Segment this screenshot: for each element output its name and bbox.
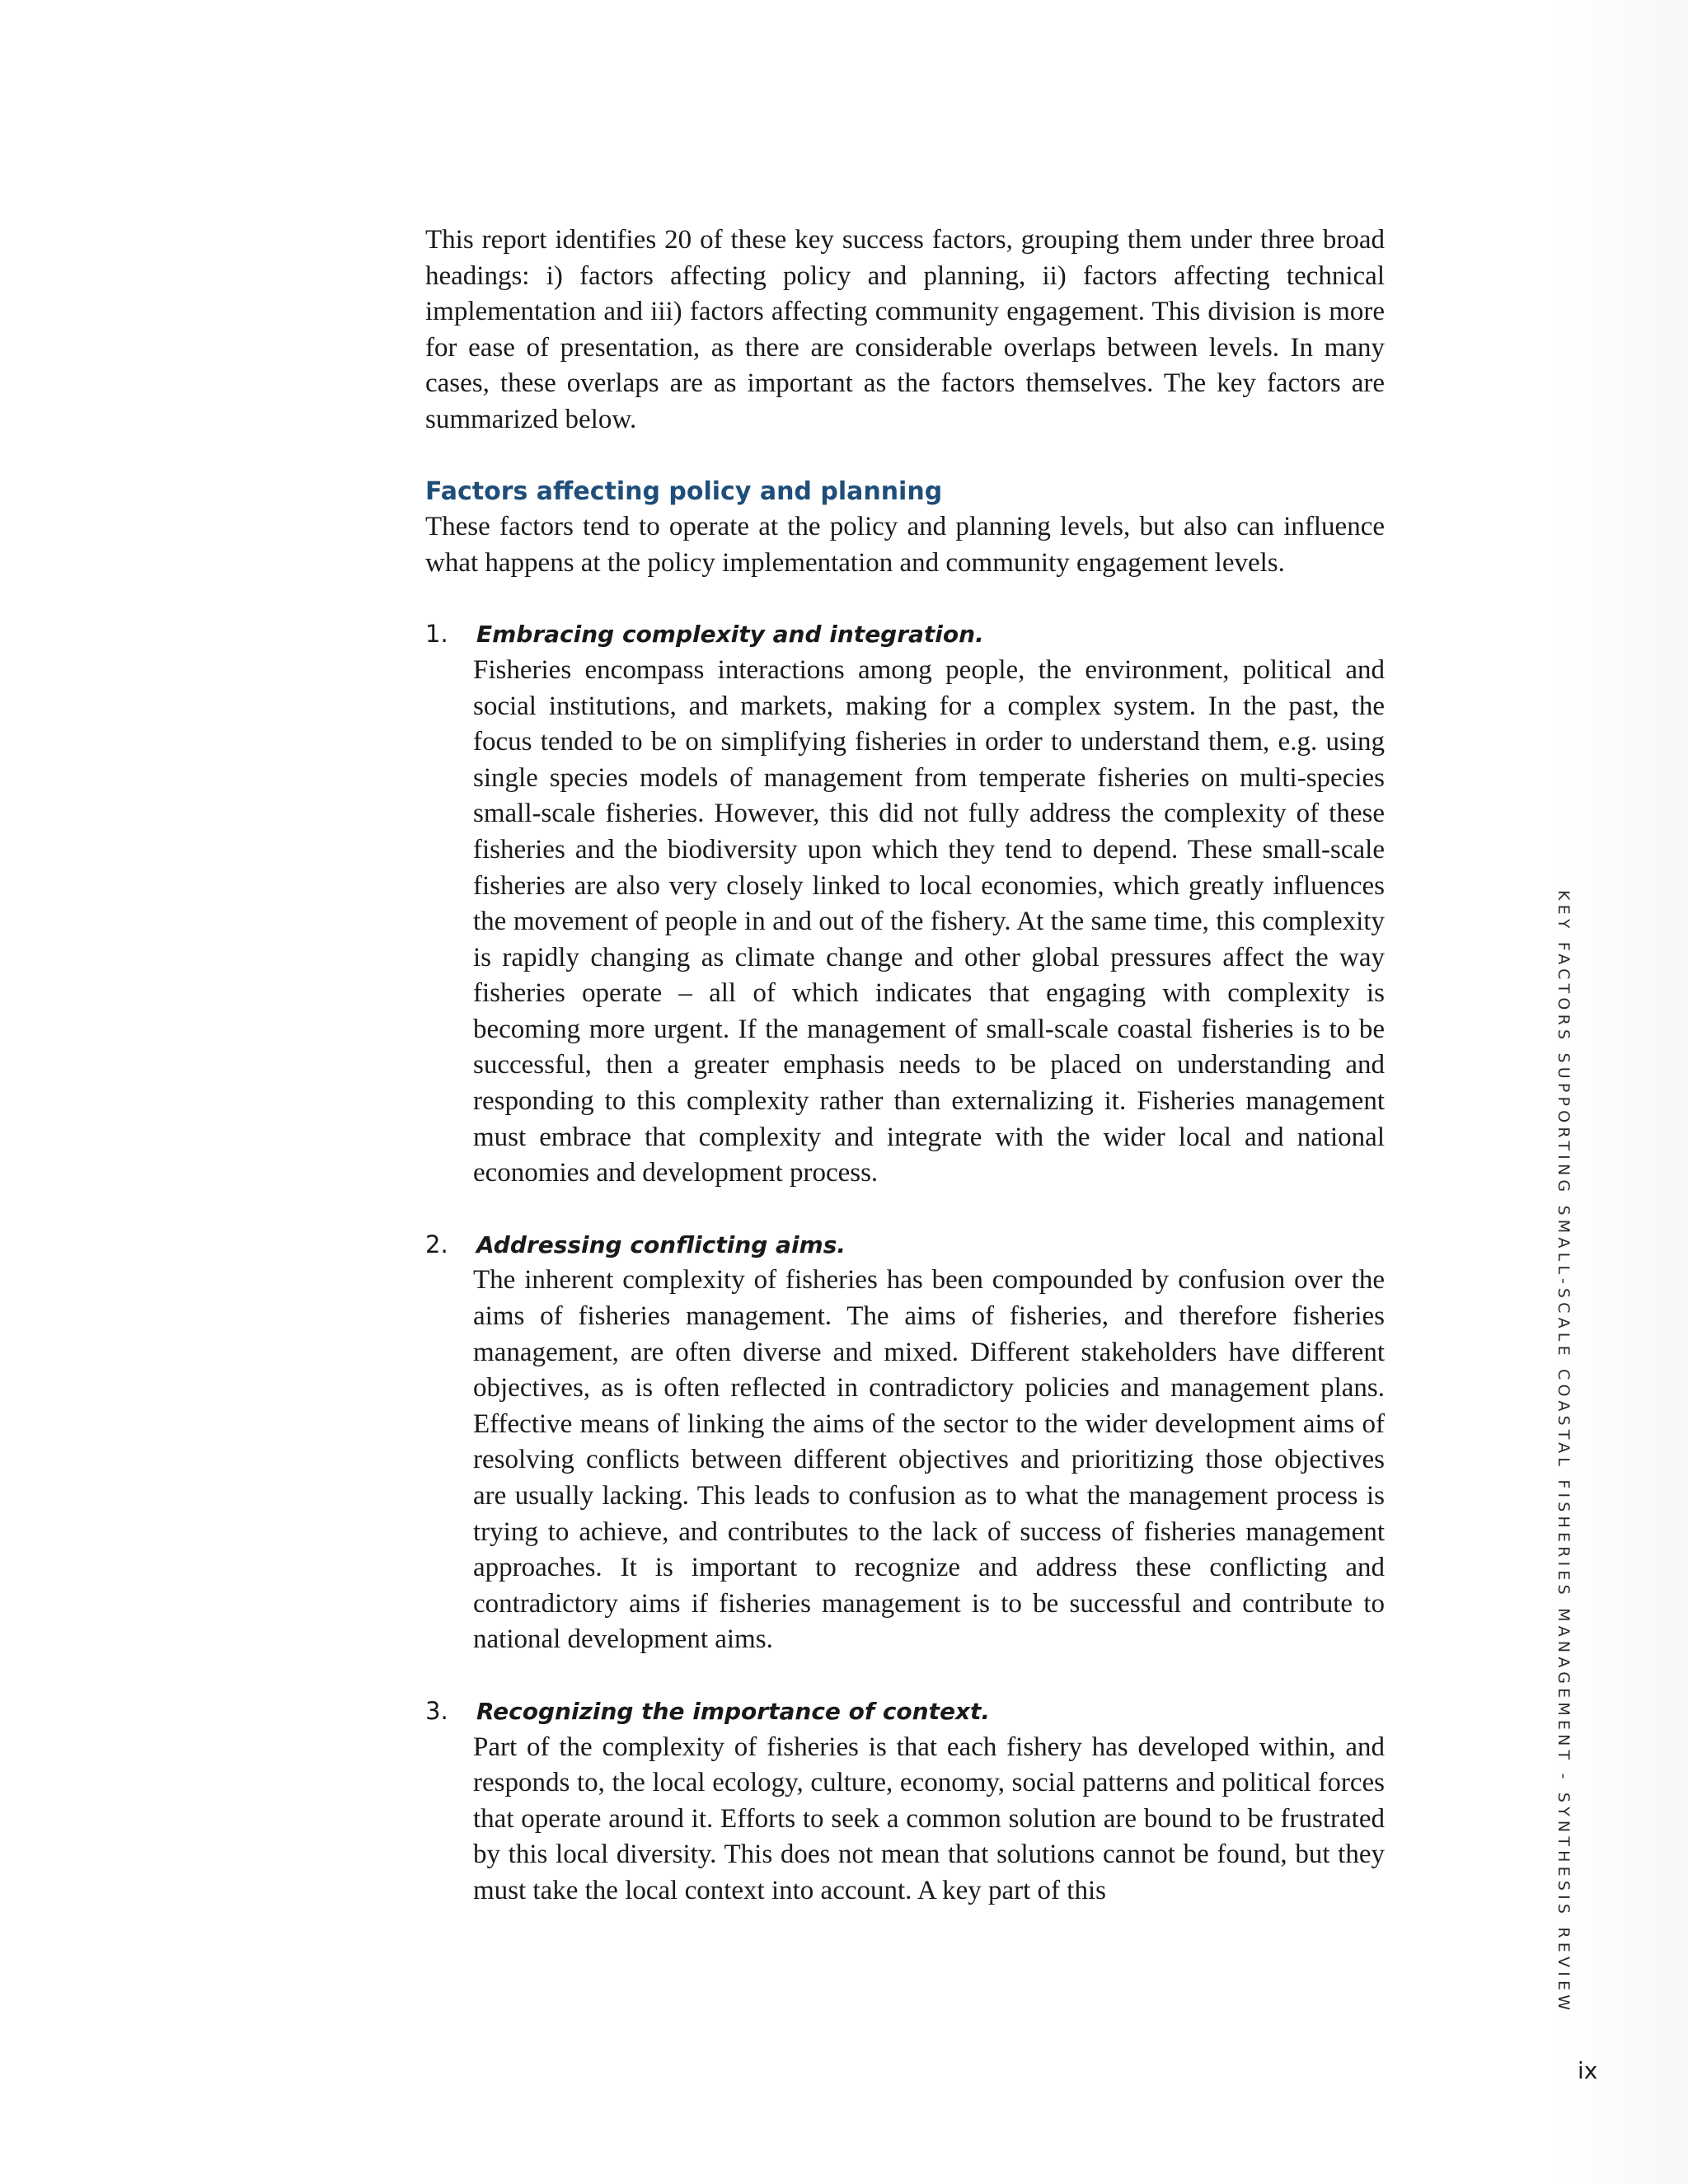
section-intro-paragraph: These factors tend to operate at the policy and planning levels, but also can influence what happens at the policy implementation and community engagement levels. [425,512,1385,578]
running-title: KEY FACTORS SUPPORTING SMALL-SCALE COASTAL FISHERIES MANAGEMENT - SYNTHESIS REVIEW [1554,890,1573,2015]
item-title: Addressing conflicting aims. [476,1230,846,1258]
item-body [473,616,1385,1192]
item-title: Embracing complexity and integration. [476,621,984,649]
list-item [425,616,1385,1192]
intro-paragraph: This report identifies 20 of these key success factors, grouping them under three broad headings: i) factors affecting policy and planning, ii) factors affecting technical implementation and iii) factors affecting community engagement. This division is more for ease of presentation, as there are considerable overlaps between levels. In many cases, these overlaps are as important as the factors themselves. The key factors are summarized below. [425,225,1385,434]
item-number: 2. [425,1230,448,1258]
list-item [425,1227,1385,1658]
page-number: ix [1578,2057,1598,2084]
main-content [425,223,1385,1910]
list-item [425,1694,1385,1910]
item-number: 3. [425,1696,448,1725]
item-number: 1. [425,620,448,649]
item-text: Fisheries encompass interactions among people, the environment, political and social institutions, and markets, making for a complex system. In the past, the focus tended to be on simplifying fisheries in order to understand them, e.g. using single species models of management from temperate fisheries on multi-species small-scale fisheries. However, this did not fully address the complexity of these fisheries and the biodiversity upon which they tend to depend. These small-scale fisheries are also very closely linked to local economies, which greatly influences the movement of people in and out of the fishery. At the same time, this complexity is rapidly changing as climate change and other global pressures affect the way fisheries operate – all of which indicates that engaging with complexity is becoming more urgent. If the management of small-scale coastal fisheries is to be successful, then a greater emphasis needs to be placed on understanding and responding to this complexity rather than externalizing it. Fisheries management must embrace that complexity and integrate with the wider local and national economies and development process. [473,654,1385,1188]
item-title: Recognizing the importance of context. [476,1697,991,1725]
item-text: The inherent complexity of fisheries has been compounded by confusion over the aims of fisheries management. The aims of fisheries, and therefore fisheries management, are often diverse and mixed. Different stakeholders have different objectives, as is often reflected in contradictory policies and management plans. Effective means of linking the aims of the sector to the wider development aims of resolving conflicts between different objectives and prioritizing those objectives are usually lacking. This leads to confusion as to what the management process is trying to achieve, and contributes to the lack of success of fisheries management approaches. It is important to recognize and address these conflicting and contradictory aims if fisheries management is to be successful and contribute to national development aims. [473,1265,1385,1655]
item-body [473,1694,1385,1910]
item-body [473,1227,1385,1658]
section-heading: Factors affecting policy and planning [425,476,943,506]
item-text: Part of the complexity of fisheries is that each fishery has developed within, and responds to, the local ecology, culture, economy, social patterns and political forces that operate around it. Efforts to seek a common solution are bound to be frustrated by this local diversity. This does not mean that solutions cannot be found, but they must take the local context into account. A key part of this [473,1732,1385,1905]
